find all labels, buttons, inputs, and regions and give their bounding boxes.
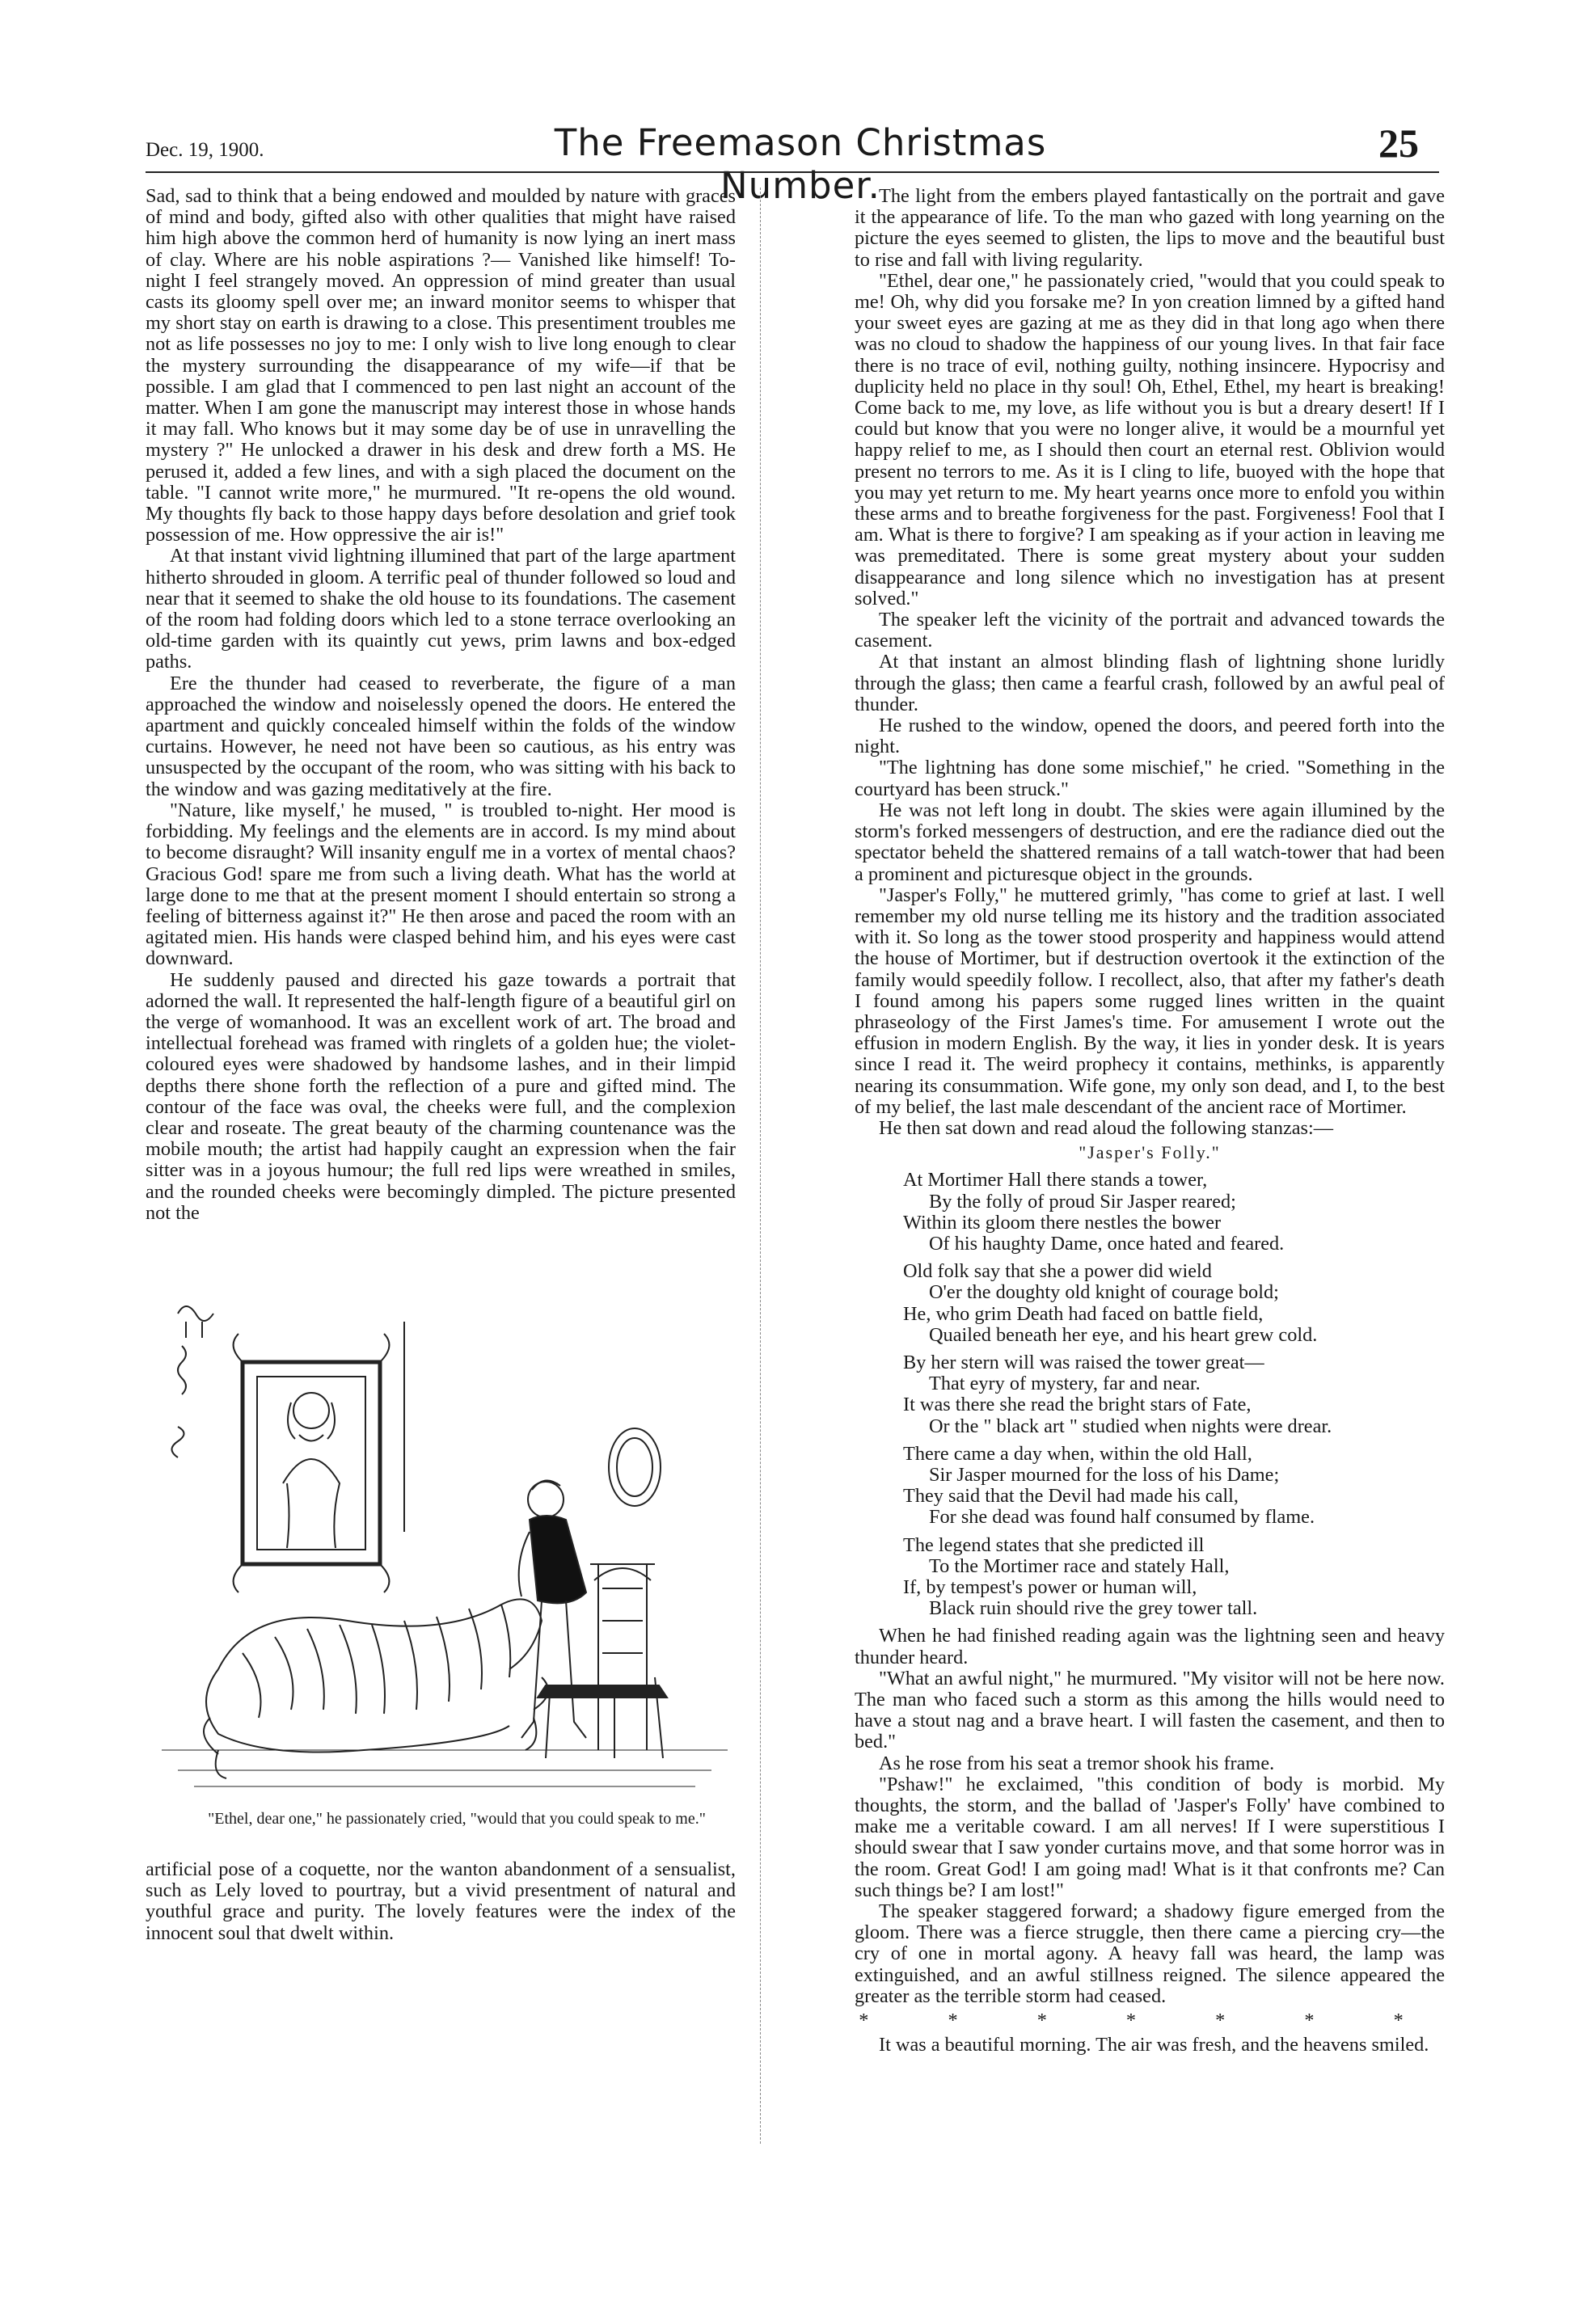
right-column bbox=[855, 186, 1445, 2056]
page-number: 25 bbox=[1378, 120, 1419, 166]
poem-line: By the folly of proud Sir Jasper reared; bbox=[929, 1190, 1236, 1213]
paragraph: The speaker left the vicinity of the portrait and advanced towards the casement. bbox=[855, 609, 1445, 652]
poem-line: The legend states that she predicted ill bbox=[903, 1533, 1205, 1556]
column-divider bbox=[760, 188, 761, 2144]
section-break-stars: * * * * * * * bbox=[859, 2010, 1441, 2032]
paragraph: The light from the embers played fantastically on the portrait and gave it the appearance of life. To the man who gazed with long yearning on the picture the eyes seemed to glisten, the lips to move and the beautiful bust to rise and fall with living regularity. bbox=[855, 185, 1445, 271]
paragraph: It was a beautiful morning. The air was fresh, and the heavens smiled. bbox=[879, 2034, 1429, 2056]
paragraph: artificial pose of a coquette, nor the wanton abandonment of a sensualist, such as Lely loved to pourtray, but a vivid presentment of natural and youthful grace and purity. The lovely features were the index of the innocent soul that dwelt within. bbox=[146, 1858, 736, 1944]
illustration-man-before-portrait bbox=[162, 1297, 728, 1799]
poem-line: At Mortimer Hall there stands a tower, bbox=[903, 1169, 1208, 1192]
poem-line: He, who grim Death had faced on battle field, bbox=[903, 1302, 1264, 1325]
illustration-caption: "Ethel, dear one," he passionately cried, "would that you could speak to me." bbox=[208, 1810, 706, 1828]
header-rule bbox=[146, 171, 1439, 173]
poem-line: There came a day when, within the old Hall, bbox=[903, 1442, 1252, 1465]
poem-line: Black ruin should rive the grey tower tall. bbox=[929, 1597, 1258, 1620]
poem-line: Or the " black art " studied when nights were drear. bbox=[929, 1415, 1332, 1437]
paragraph: He then sat down and read aloud the following stanzas:— bbox=[879, 1116, 1334, 1139]
paragraph: At that instant vivid lightning illumined that part of the large apartment hitherto shrouded in gloom. A terrific peal of thunder followed so loud and near that it seemed to shake the old house to its foundations. The casement of the room had folding doors which led to a stone terrace overlooking an old-time garden with its quaintly cut yews, prim lawns and box-edged paths. bbox=[146, 545, 736, 673]
poem-line: Sir Jasper mourned for the loss of his Dame; bbox=[929, 1463, 1280, 1486]
paragraph: Sad, sad to think that a being endowed and moulded by nature with graces of mind and body, gifted also with other qualities that might have raised him high above the common herd of humanity is now lying an inert mass of clay. Where are his noble aspirations ?— Vanished like himself! To-night I feel strangely moved. An oppression of mind greater than usual casts its gloomy spell over me; an inward monitor seems to whisper that my short stay on earth is drawing to a close. This presentiment troubles me not as life possesses no joy to me: I only wish to live long enough to clear the mystery surrounding the disappearance of my wife—if that be possible. I am glad that I commenced to pen last night an account of the matter. When I am gone the manuscript may interest those in whose hands it may fall. Who knows but it may some day be of use in unravelling the mystery ?" He unlocked a drawer in his desk and drew forth a MS. He perused it, added a few lines, and with a sigh placed the document on the table. "I cannot write more," he murmured. "It re-opens the old wound. My thoughts fly back to those happy days before desolation and grief took possession of me. How oppressive the air is!" bbox=[146, 185, 736, 546]
poem-stanza bbox=[903, 1352, 1445, 1437]
left-column-continuation bbox=[146, 1859, 736, 1944]
paragraph: When he had finished reading again was the lightning seen and heavy thunder heard. bbox=[855, 1625, 1445, 1668]
paragraph: Ere the thunder had ceased to reverberate, the figure of a man approached the window and noiselessly opened the doors. He entered the apartment and quickly concealed himself within the folds of the window curtains. However, he need not have been so cautious, as his entry was unsuspected by the occupant of the room, who was sitting with his back to the window and was gazing meditatively at the fire. bbox=[146, 672, 736, 800]
poem-line: Within its gloom there nestles the bower bbox=[903, 1211, 1222, 1234]
poem-line: Old folk say that she a power did wield bbox=[903, 1260, 1212, 1283]
page-header bbox=[146, 120, 1439, 207]
poem-line: If, by tempest's power or human will, bbox=[903, 1576, 1197, 1598]
poem-stanza bbox=[903, 1444, 1445, 1529]
poem-line: For she dead was found half consumed by flame. bbox=[929, 1506, 1315, 1529]
left-column bbox=[146, 186, 736, 1224]
paragraph: "Jasper's Folly," he muttered grimly, "has come to grief at last. I well remember my old nurse telling me its history and the tradition associated with it. So long as the tower stood prosperity and happiness would attend the house of Mortimer, but if destruction overtook it the extinction of the family would speedily follow. I recollect, also, that after my father's death I found among his papers some rugged lines written in the quaint phraseology of the First James's time. For amusement I wrote out the effusion in modern English. By the way, it lies in yonder desk. It is years since I read it. The weird prophecy it contains, methinks, is apparently nearing its consummation. Wife gone, my only son dead, and I, to the best of my belief, the last male descendant of the ancient race of Mortimer. bbox=[855, 884, 1445, 1118]
poem-stanza bbox=[903, 1170, 1445, 1255]
poem-line: O'er the doughty old knight of courage bold; bbox=[929, 1281, 1279, 1304]
paragraph: The speaker staggered forward; a shadowy figure emerged from the gloom. There was a fierce struggle, then there came a piercing cry—the cry of one in mortal agony. A heavy fall was heard, the lamp was extinguished, and an awful stillness reigned. The silence appeared the greater as the terrible storm had ceased. bbox=[855, 1900, 1445, 2007]
paragraph: "Nature, like myself,' he mused, " is troubled to-night. Her mood is forbidding. My feelings and the elements are in accord. Is my mind about to become disraught? Will insanity engulf me in a vortex of mental chaos? Gracious God! spare me from such a living death. What has the world at large done to me that at the present moment I should entertain so strong a feeling of bitterness against it?" He then arose and paced the room with an agitated mien. His hands were clasped behind him, and his eyes were cast downward. bbox=[146, 799, 736, 970]
paragraph: As he rose from his seat a tremor shook his frame. bbox=[879, 1752, 1275, 1774]
poem-stanza bbox=[903, 1535, 1445, 1620]
paragraph: "The lightning has done some mischief," he cried. "Something in the courtyard has been struck." bbox=[855, 757, 1445, 800]
paragraph: He was not left long in doubt. The skies were again illumined by the storm's forked messengers of destruction, and ere the radiance died out the spectator beheld the shattered remains of a tall watch-tower that had been a prominent and picturesque object in the grounds. bbox=[855, 799, 1445, 885]
poem-line: By her stern will was raised the tower great— bbox=[903, 1351, 1264, 1373]
paragraph: "Ethel, dear one," he passionately cried, "would that you could speak to me! Oh, why did you forsake me? In yon creation limned by a gifted hand your sweet eyes are gazing at me as they did in that long ago when there was no cloud to shadow the happiness of our young lives. In that fair face there is no trace of evil, nothing guilty, nothing insincere. Hypocrisy and duplicity held no place in thy soul! Oh, Ethel, Ethel, my heart is breaking! Come back to me, my love, as life without you is but a dreary desert! If I could but know that you were no longer alive, it would be a mournful yet happy relief to me, as I should then court an eternal rest. Oblivion would present no terrors to me. As it is I cling to life, buoyed with the hope that you may yet return to me. My heart yearns once more to enfold you within these arms and to breathe forgiveness for the past. Forgiveness! Fool that I am. What is there to forgive? I am speaking as if your action in leaving me was premeditated. There is some great mystery about your sudden disappearance and long silence which no investigation has at present solved." bbox=[855, 269, 1445, 609]
poem-line: Of his haughty Dame, once hated and feared. bbox=[929, 1232, 1285, 1255]
poem-stanza bbox=[903, 1261, 1445, 1346]
illustration-drawing bbox=[162, 1306, 728, 1786]
poem-line: They said that the Devil had made his call, bbox=[903, 1485, 1239, 1508]
paragraph: At that instant an almost blinding flash of lightning shone luridly through the glass; then came a fearful crash, followed by an awful peal of thunder. bbox=[855, 651, 1445, 715]
paragraph: "Pshaw!" he exclaimed, "this condition of body is morbid. My thoughts, the storm, and the ballad of 'Jasper's Folly' have combined to make me a veritable coward. I am all nerves! If I were superstitious I should swear that I saw yonder curtains move, and that some horror was in the room. Great God! I am going mad! What is it that confronts me? Can such things be? I am lost!" bbox=[855, 1773, 1445, 1901]
issue-date: Dec. 19, 1900. bbox=[146, 139, 264, 161]
paragraph: He rushed to the window, opened the doors, and peered forth into the night. bbox=[855, 715, 1445, 758]
paragraph: He suddenly paused and directed his gaze towards a portrait that adorned the wall. It represented the half-length figure of a beautiful girl on the verge of womanhood. It was an excellent work of art. The broad and intellectual forehead was framed with ringlets of a golden hue; the violet-coloured eyes were shadowed by handsome lashes, and in their limpid depths there shone forth the reflection of a pure and gifted mind. The contour of the face was oval, the cheeks were full, and the complexion clear and roseate. The great beauty of the charming countenance was the mobile mouth; the artist had happily caught an expression when the fair sitter was in a joyous humour; the full red lips were wreathed in smiles, and the rounded cheeks were becomingly dimpled. The picture presented not the bbox=[146, 968, 736, 1224]
poem-line: Quailed beneath her eye, and his heart grew cold. bbox=[929, 1323, 1318, 1346]
poem-line: It was there she read the bright stars of Fate, bbox=[903, 1394, 1252, 1416]
poem-line: To the Mortimer race and stately Hall, bbox=[929, 1554, 1230, 1577]
poem-title: "Jasper's Folly." bbox=[1079, 1142, 1221, 1163]
poem-line: That eyry of mystery, far and near. bbox=[929, 1373, 1201, 1395]
publication-title: The Freemason Christmas Number. bbox=[554, 121, 1047, 207]
paragraph: "What an awful night," he murmured. "My visitor will not be here now. The man who faced such a storm as this among the hills would need to have a stout nag and a brave heart. I will fasten the casement, and then to bed." bbox=[855, 1667, 1445, 1753]
